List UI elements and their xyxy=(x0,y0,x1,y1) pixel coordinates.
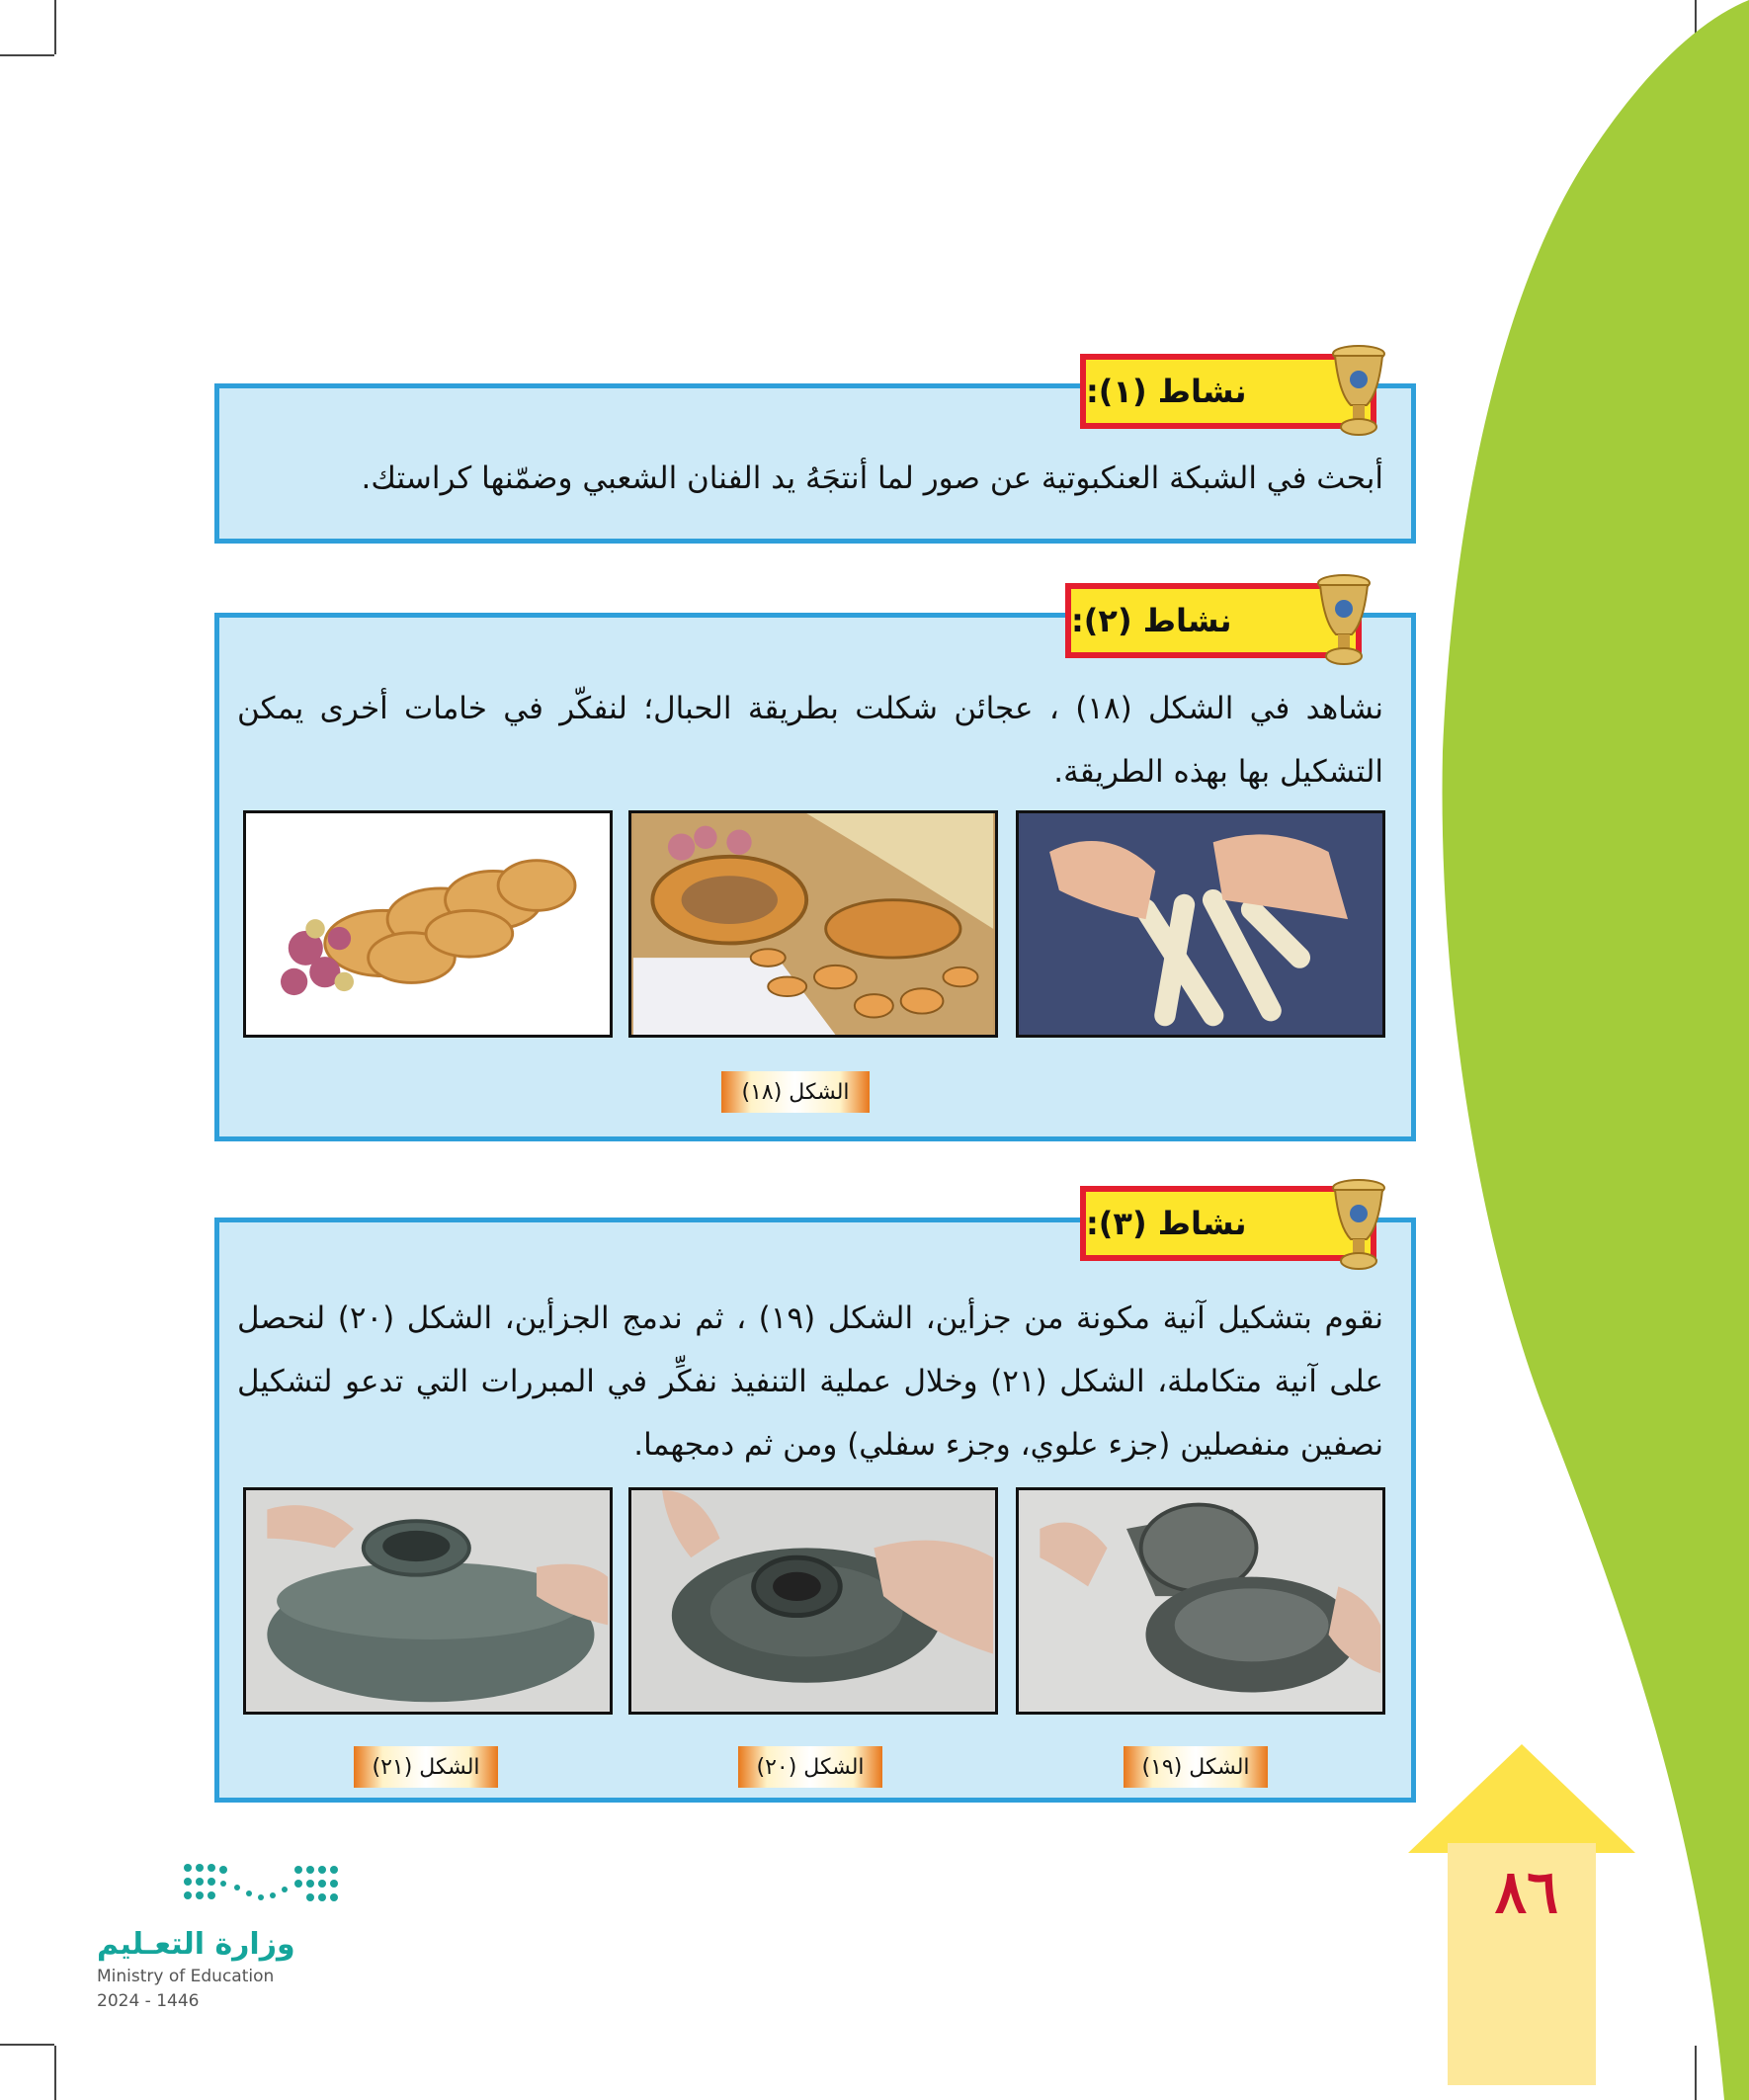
braided-dough-photo xyxy=(243,810,613,1038)
figure-21-caption: الشكل (٢١) xyxy=(354,1746,498,1788)
ministry-name-english: Ministry of Education xyxy=(97,1967,275,1986)
clay-vessel-two-parts-photo xyxy=(1016,1487,1385,1715)
activity-1-text: أبحث في الشبكة العنكبوتية عن صور لما أنتجَهُ يد الفنان الشعبي وضمّنها كراستك. xyxy=(361,461,1383,496)
bread-baskets-photo xyxy=(628,810,998,1038)
clay-vessel-merging-photo xyxy=(628,1487,998,1715)
activity-2-title: نشاط (٢): xyxy=(1071,602,1232,639)
figure-18-caption: الشكل (١٨) xyxy=(721,1071,870,1113)
activity-3-text: نقوم بتشكيل آنية مكونة من جزأين، الشكل (١٩) ، ثم ندمج الجزأين، الشكل (٢٠) لنحصل على آنية متكاملة، الشكل (٢١) وخلال عملية التنفيذ نفكِّر في المبررات التي تدعو لتشكيل نصفين منفصلين (جزء علوي، وجزء سفلي) ومن ثم دمجهما. xyxy=(237,1301,1384,1463)
ministry-name-arabic: وزارة التعـليم xyxy=(97,1927,295,1962)
mosque-lamp-icon xyxy=(1329,1178,1388,1273)
figure-20-caption: الشكل (٢٠) xyxy=(738,1746,882,1788)
activity-1-title: نشاط (١): xyxy=(1086,373,1247,410)
page-number: ٨٦ xyxy=(1494,1858,1559,1927)
ministry-logo-icon xyxy=(178,1858,351,1917)
figure-19-caption: الشكل (١٩) xyxy=(1124,1746,1268,1788)
mosque-lamp-icon xyxy=(1314,573,1374,668)
ministry-year: 2024 - 1446 xyxy=(97,1991,200,2011)
clay-vessel-joined-photo xyxy=(243,1487,613,1715)
activity-3-title: نشاط (٣): xyxy=(1086,1205,1247,1242)
activity-2-text: نشاهد في الشكل (١٨) ، عجائن شكلت بطريقة الحبال؛ لنفكّر في خامات أخرى يمكن التشكيل بها بهذه الطريقة. xyxy=(237,691,1383,790)
rolling-dough-ropes-photo xyxy=(1016,810,1385,1038)
mosque-lamp-icon xyxy=(1329,344,1388,439)
